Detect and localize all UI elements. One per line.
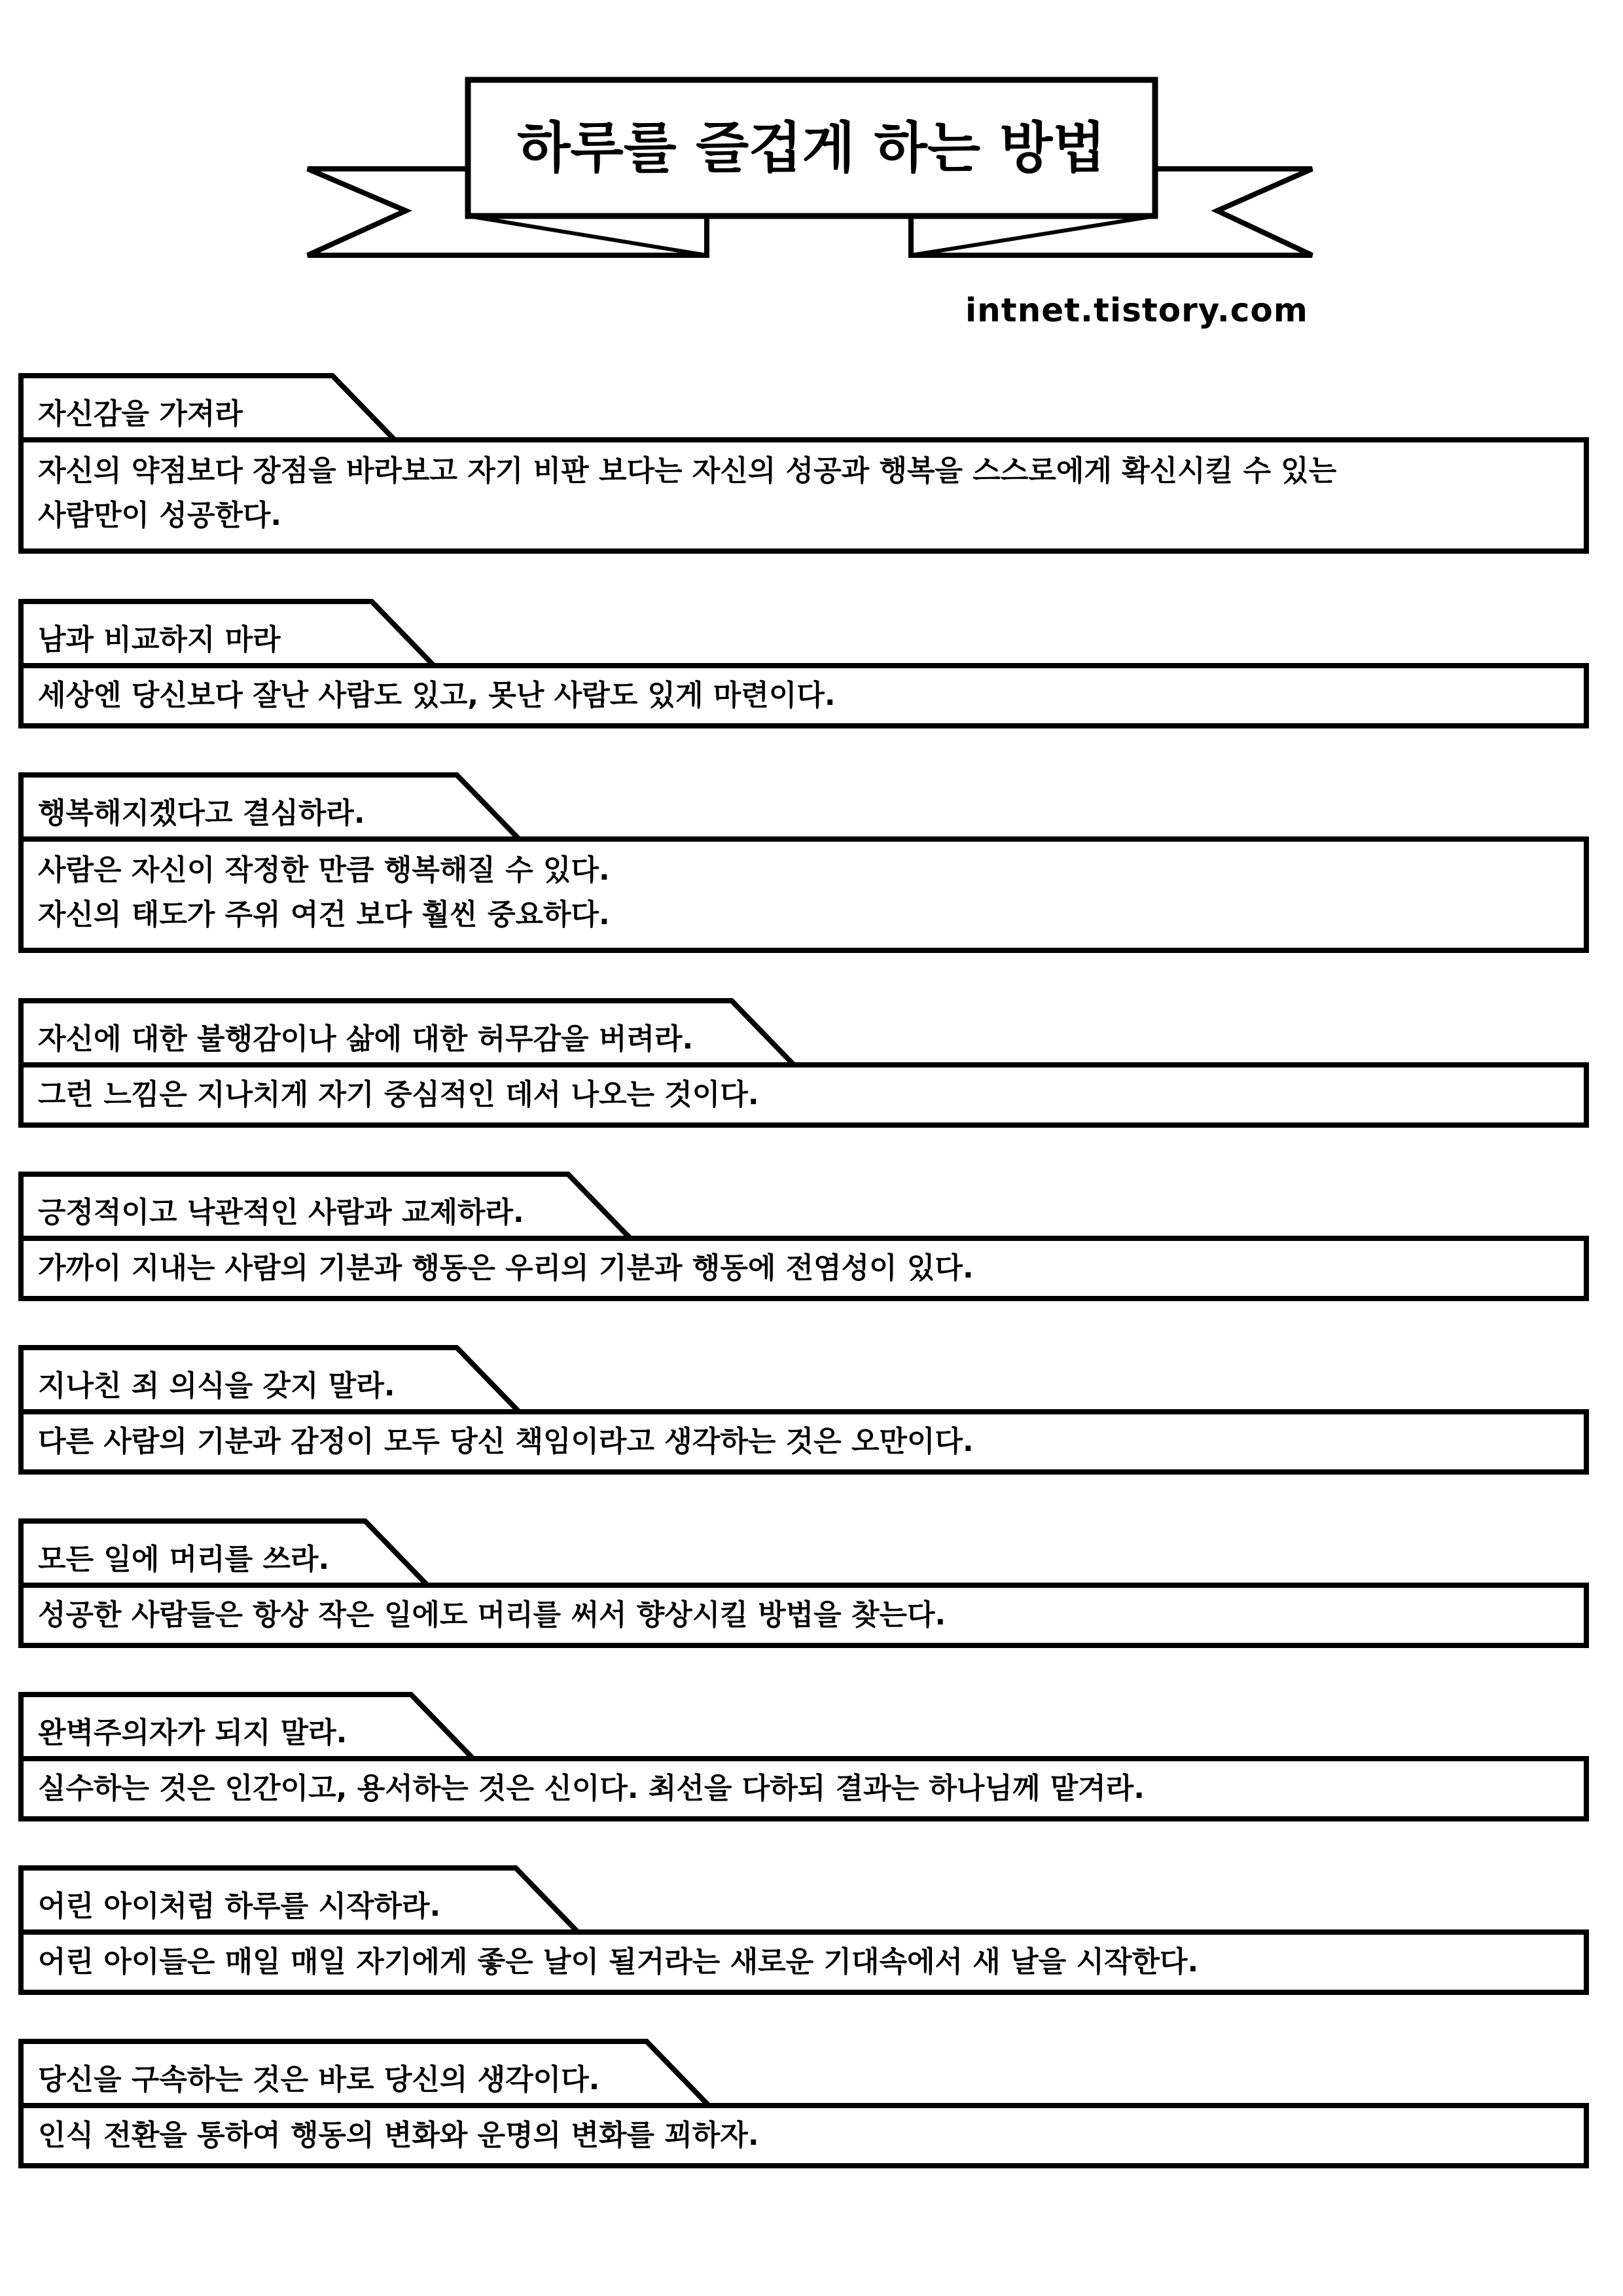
tip-body [18,1062,1589,1128]
tip-body [18,1409,1589,1475]
tip-body-line: 실수하는 것은 인간이고, 용서하는 것은 신이다. 최선을 다하되 결과는 하나님께 맡겨라. [38,1772,1145,1805]
tip-heading: 지나친 죄 의식을 갖지 말라. [38,1369,395,1403]
tip-body [18,1583,1589,1648]
tip-heading: 완벽주의자가 되지 말라. [38,1716,348,1749]
tip-item [18,1865,1589,1995]
tip-item [18,1172,1589,1301]
tip-body [18,663,1589,728]
tip-body [18,836,1589,953]
tip-body-line: 성공한 사람들은 항상 작은 일에도 머리를 써서 향상시킬 방법을 찾는다. [38,1598,946,1632]
tip-item [18,772,1589,953]
tip-heading: 자신감을 가져라 [38,397,243,431]
tip-body-line: 자신의 태도가 주위 여건 보다 훨씬 중요하다. [38,898,610,931]
tip-item [18,373,1589,554]
tip-item [18,2039,1589,2168]
tip-heading: 어린 아이처럼 하루를 시작하라. [38,1890,441,1923]
tip-item [18,1692,1589,1821]
tip-heading: 긍정적이고 낙관적인 사람과 교제하라. [38,1196,524,1229]
tip-body [18,1929,1589,1995]
tip-body-line: 인식 전환을 통하여 행동의 변화와 운명의 변화를 꾀하자. [38,2119,759,2152]
tip-item [18,998,1589,1128]
tip-body-line: 그런 느낌은 지나치게 자기 중심적인 데서 나오는 것이다. [38,1078,759,1111]
tip-heading: 자신에 대한 불행감이나 삶에 대한 허무감을 버려라. [38,1022,694,1056]
site-url: intnet.tistory.com [965,291,1308,329]
tip-body-line: 사람은 자신이 작정한 만큼 행복해질 수 있다. [38,853,610,887]
tip-body-line: 사람만이 성공한다. [38,499,282,532]
tip-body-line: 세상엔 당신보다 잘난 사람도 있고, 못난 사람도 있게 마련이다. [38,679,836,712]
tip-heading: 남과 비교하지 마라 [38,623,281,656]
page-title: 하루를 즐겁게 하는 방법 [517,116,1106,180]
tip-body [18,1236,1589,1301]
tip-item [18,1345,1589,1475]
tip-heading: 모든 일에 머리를 쓰라. [38,1543,330,1576]
tip-body-line: 가까이 지내는 사람의 기분과 행동은 우리의 기분과 행동에 전염성이 있다. [38,1251,974,1285]
tip-body [18,2103,1589,2168]
tip-heading: 행복해지겠다고 결심하라. [38,797,365,830]
tip-heading: 당신을 구속하는 것은 바로 당신의 생각이다. [38,2063,600,2096]
tip-item [18,599,1589,728]
tip-body-line: 자신의 약점보다 장점을 바라보고 자기 비판 보다는 자신의 성공과 행복을 스스로에게 확신시킬 수 있는 [38,454,1337,488]
tip-body-line: 다른 사람의 기분과 감정이 모두 당신 책임이라고 생각하는 것은 오만이다. [38,1425,974,1458]
tip-body-line: 어린 아이들은 매일 매일 자기에게 좋은 날이 될거라는 새로운 기대속에서 새 날을 시작한다. [38,1945,1199,1979]
tip-item [18,1518,1589,1648]
title-banner [0,0,1623,281]
tip-body [18,1756,1589,1821]
tip-body [18,437,1589,554]
